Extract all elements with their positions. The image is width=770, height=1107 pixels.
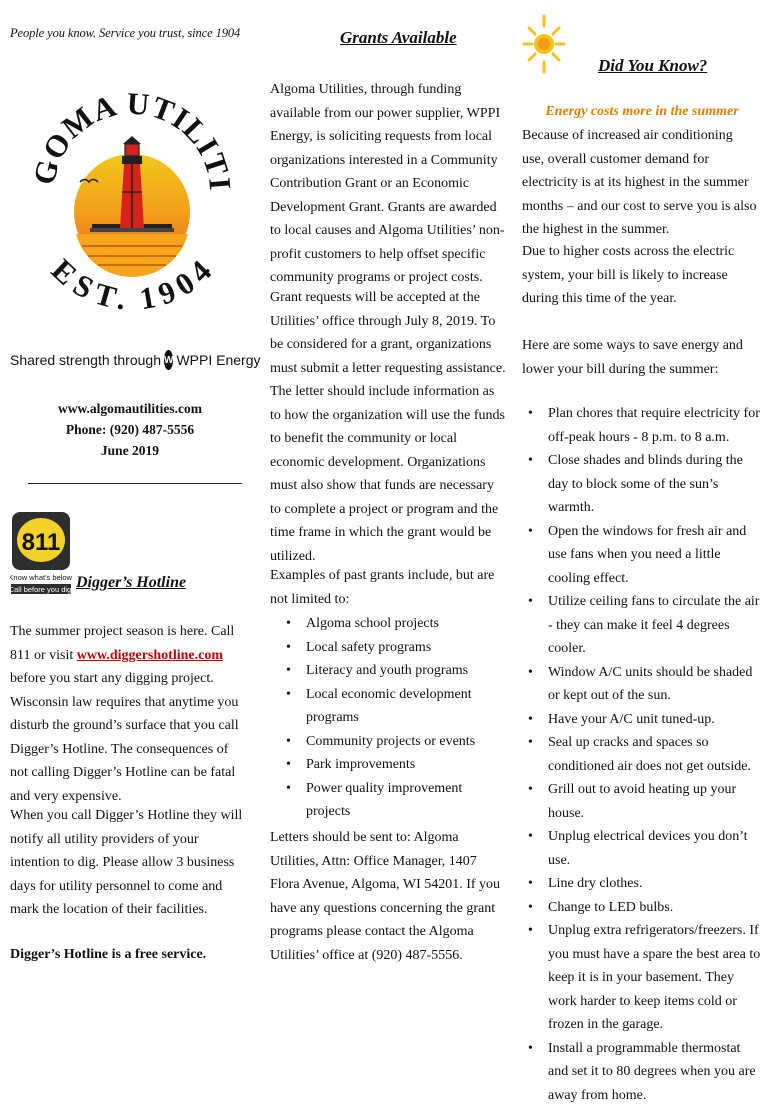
website-link[interactable]: www.algomautilities.com xyxy=(10,398,250,419)
hotline-paragraph-1 xyxy=(10,620,246,808)
list-item: • Change to LED bulbs. xyxy=(526,896,762,920)
hotline-paragraph-3: Digger’s Hotline is a free service. xyxy=(10,943,246,967)
energy-tips-list xyxy=(526,402,762,1107)
list-item: • Unplug electrical devices you don’t use. xyxy=(526,825,762,872)
left-column xyxy=(10,0,250,1024)
wppi-logo-icon: W xyxy=(164,350,173,370)
dyk-paragraph-2: Due to higher costs across the electric system, your bill is likely to increase during this time of the year. xyxy=(522,240,758,311)
badge-811-number: 811 xyxy=(22,529,61,556)
list-item: • Community projects or events xyxy=(284,730,510,754)
list-item: • Grill out to avoid heating up your house. xyxy=(526,778,762,825)
diggers-hotline-link[interactable]: www.diggershotline.com xyxy=(77,648,223,663)
middle-column xyxy=(270,0,510,1024)
grant-examples-list xyxy=(284,612,510,824)
list-item: • Have your A/C unit tuned-up. xyxy=(526,708,762,732)
logo-arc-bottom-text: EST. 1904 xyxy=(45,252,220,317)
list-item: • Plan chores that require electricity for off-peak hours - 8 p.m. to 8 a.m. xyxy=(526,402,762,449)
call-811-badge xyxy=(10,510,72,595)
list-item: • Park improvements xyxy=(284,753,510,777)
list-item: • Open the windows for fresh air and use fans when you need a little cooling effect. xyxy=(526,520,762,591)
issue-date: June 2019 xyxy=(10,440,250,461)
list-item: • Close shades and blinds during the day to block some of the sun’s warmth. xyxy=(526,449,762,520)
phone-number: Phone: (920) 487-5556 xyxy=(10,419,250,440)
list-item: • Power quality improvement projects xyxy=(284,777,510,824)
hotline-paragraph-2: When you call Digger’s Hotline they will notify all utility providers of your intention to dig. Please allow 3 business days for utility personnel to come and mark the location of their facilities. xyxy=(10,804,246,922)
dyk-paragraph-3: Here are some ways to save energy and lower your bill during the summer: xyxy=(522,334,758,381)
did-you-know-heading: Did You Know? xyxy=(598,56,707,76)
summer-costs-subheading: Energy costs more in the summer xyxy=(522,104,762,120)
list-item: • Line dry clothes. xyxy=(526,872,762,896)
sun-icon xyxy=(522,14,566,74)
badge-811-line2: Call before you dig. xyxy=(10,585,72,594)
list-item: • Seal up cracks and spaces so conditioned air does not get outside. xyxy=(526,731,762,778)
wppi-prefix: Shared strength through xyxy=(10,352,161,368)
list-item: • Literacy and youth programs xyxy=(284,659,510,683)
grants-paragraph-4: Letters should be sent to: Algoma Utilities, Attn: Office Manager, 1407 Flora Avenue, Algoma, WI 54201. If you have any questions concerning the grant programs please contact the Algoma Utilities’ office at (920) 487-5556. xyxy=(270,826,506,967)
section-divider xyxy=(28,483,242,484)
badge-811-line1: Know what's below. xyxy=(10,573,72,582)
grants-paragraph-1: Algoma Utilities, through funding available from our power supplier, WPPI Energy, is soliciting requests from local organizations interested in a Community Contribution Grant or an Economic Development Grant. Grants are awarded to local causes and Algoma Utilities’ non-profit customers to help offset specific community programs or project costs. xyxy=(270,78,506,290)
dyk-paragraph-1: Because of increased air conditioning use, overall customer demand for electricity is at its highest in the summer months – and our cost to serve you is also the highest in the summer. xyxy=(522,124,758,242)
contact-block xyxy=(10,398,250,461)
list-item: • Utilize ceiling fans to circulate the air - they can make it feel 4 degrees cooler. xyxy=(526,590,762,661)
tagline: People you know. Service you trust, since 1904 xyxy=(10,26,250,41)
grants-paragraph-2: Grant requests will be accepted at the Utilities’ office through July 8, 2019. To be considered for a grant, organizations must submit a letter requesting assistance. The letter should include information as to how the organization will use the funds to benefit the community or local economic development. Organizations must also show that funds are necessary to complete a project or program and the time frame in which the grant would be utilized. xyxy=(270,286,506,568)
list-item: • Window A/C units should be shaded or kept out of the sun. xyxy=(526,661,762,708)
list-item: • Algoma school projects xyxy=(284,612,510,636)
algoma-utilities-logo xyxy=(32,52,232,342)
hotline-p1-before: The summer project season is here. Call 811 or visit xyxy=(10,624,234,663)
diggers-hotline-heading: Digger’s Hotline xyxy=(76,574,186,592)
right-column xyxy=(522,0,762,1024)
list-item: • Local economic development programs xyxy=(284,683,510,730)
list-item: • Local safety programs xyxy=(284,636,510,660)
list-item: • Unplug extra refrigerators/freezers. If you must have a spare the best area to keep it is in your basement. They work harder to keep items cold or frozen in the garage. xyxy=(526,919,762,1037)
list-item: • Install a programmable thermostat and set it to 80 degrees when you are away from home. xyxy=(526,1037,762,1107)
wppi-brand: WPPI Energy xyxy=(176,352,260,368)
grants-paragraph-3: Examples of past grants include, but are not limited to: xyxy=(270,564,506,611)
wppi-tagline xyxy=(10,350,255,370)
logo-arc-top-text: OMA UTILI xyxy=(32,52,232,192)
grants-heading: Grants Available xyxy=(340,28,457,48)
hotline-p1-after: before you start any digging project. Wisconsin law requires that anytime you disturb the ground’s surface that you call Digger’s Hotline. The consequences of not calling Digger’s Hotline can be fatal and very expensive. xyxy=(10,671,239,804)
